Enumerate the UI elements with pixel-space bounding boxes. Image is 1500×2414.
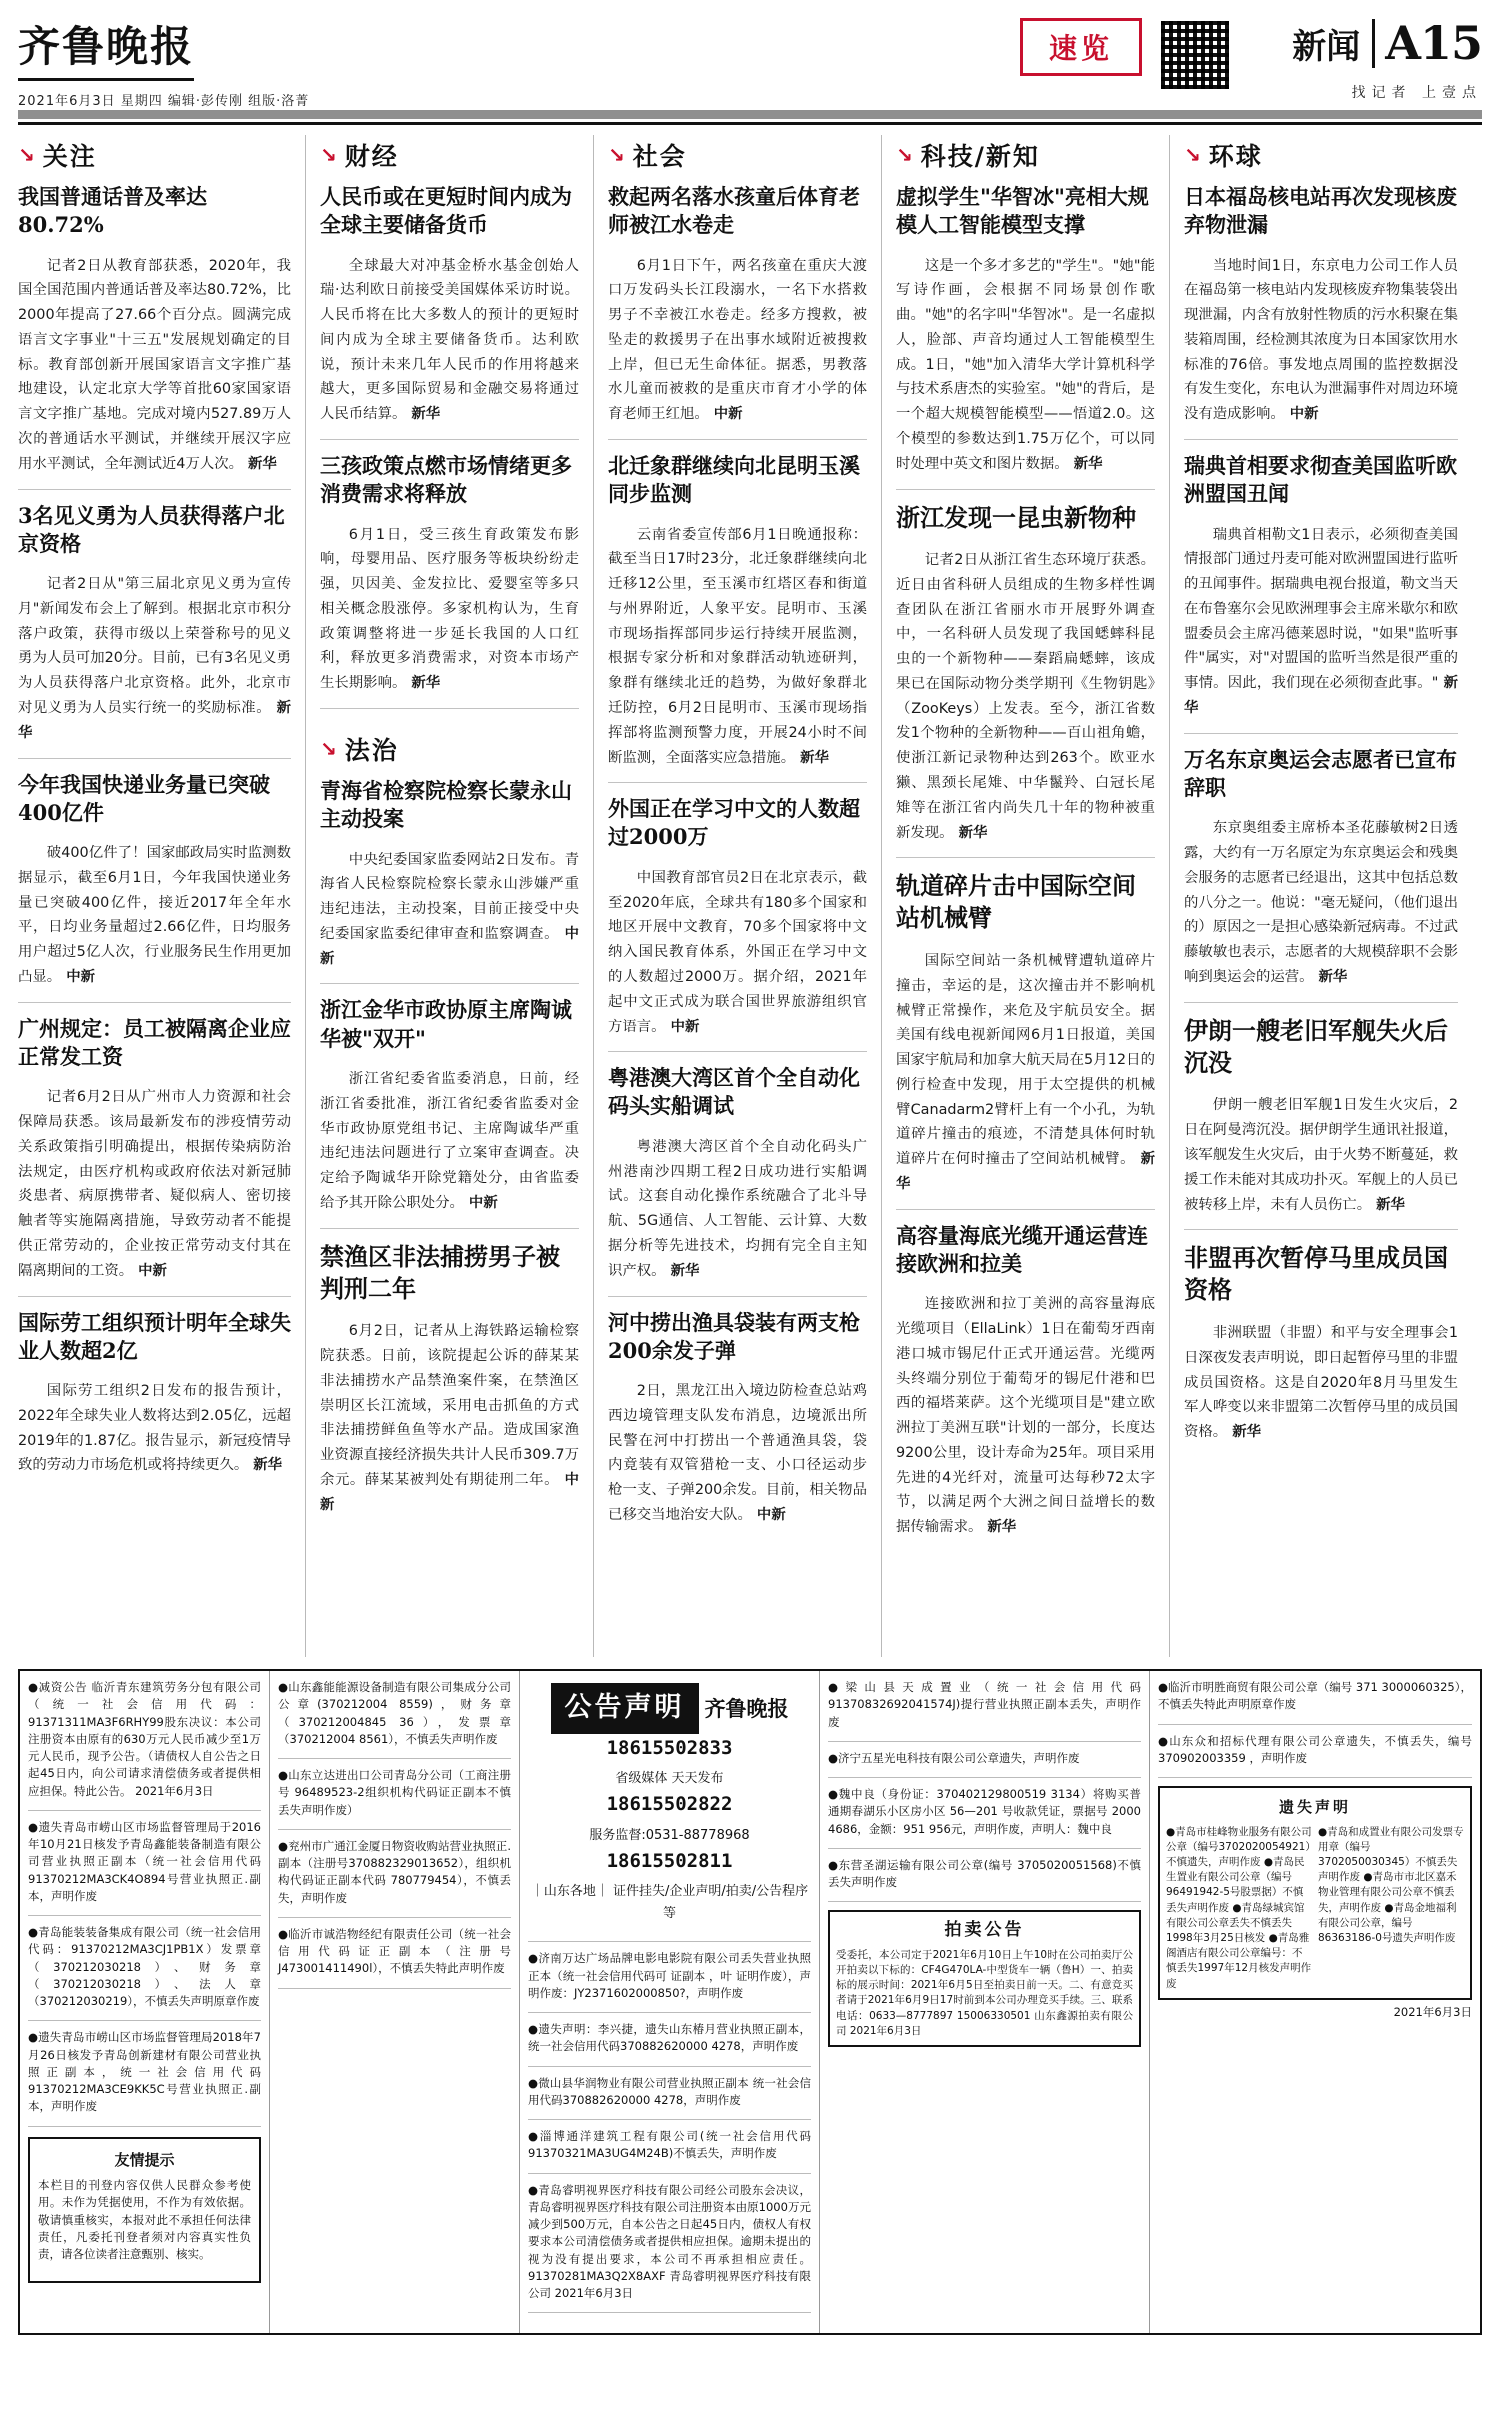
article-source: 新华 [1184, 675, 1458, 716]
article-column-1 [18, 135, 306, 1657]
article-divider [896, 857, 1155, 858]
article-column-3 [594, 135, 882, 1657]
masthead-right [1232, 14, 1482, 102]
section-header [1184, 137, 1458, 173]
article[interactable] [896, 183, 1155, 477]
article-divider [18, 1296, 291, 1297]
article-headline[interactable]: 我国普通话普及率达80.72% [18, 184, 207, 238]
article-divider [1184, 1229, 1458, 1230]
announcement-line1: 省级媒体 天天发布 [615, 1771, 724, 1786]
article-source: 中新 [751, 1507, 786, 1523]
article[interactable] [1184, 746, 1458, 990]
article[interactable] [896, 502, 1155, 846]
lost-notice-box [1158, 1786, 1472, 2000]
classified-ad-item: ●临沂市诚浩物经纪有限责任公司（统一社会信用代码证正副本（注册号J473001411490l），不慎丢失特此声明作废 [278, 1926, 511, 1976]
article-column-5 [1170, 135, 1458, 1657]
article-paragraph: 这是一个多才多艺的"学生"。"她"能写诗作画，会根据不同场景创作歌曲。"她"的名字叫"华智冰"。是一名虚拟人，脸部、声音均通过人工智能模型生成。1日，"她"加入清华大学计算机科学与技术系唐杰的实验室。"她"的背后，是一个超大规模智能模型——悟道2.0。这个模型的参数达到1.75万亿个，可以同时处理中英文和图片数据。 新华 [896, 257, 1155, 472]
article-headline[interactable]: 禁渔区非法捕捞男子被判刑二年 [320, 1241, 560, 1303]
friendly-tips-title: 友情提示 [114, 2150, 175, 2169]
article-divider [320, 439, 579, 440]
announcement-phone-1[interactable]: 18615502833 [606, 1736, 733, 1759]
article-source: 中新 [320, 1472, 579, 1513]
ads-column-4 [820, 1671, 1150, 2333]
article-source: 新华 [18, 700, 291, 741]
ads-date: 2021年6月3日 [1393, 2004, 1472, 2019]
article-paragraph: 中央纪委国家监委网站2日发布。青海省人民检察院检察长蒙永山涉嫌严重违纪违法，主动投案，目前正接受中央纪委国家监委纪律审查和监察调查。 中新 [320, 851, 579, 967]
classified-ad-item: ●青岛能装装备集成有限公司（统一社会信用代码：91370212MA3CJ1PB1X）发票章（370212030218）、财务章（370212030218）、法人章（370212030219），不慎丢失声明原章作废 [28, 1925, 261, 2008]
article[interactable] [1184, 1242, 1458, 1445]
ad-separator [278, 1758, 511, 1759]
article-headline[interactable]: 河中捞出渔具袋装有两支枪200余发子弹 [608, 1309, 860, 1363]
article-headline[interactable]: 浙江发现一昆虫新物种 [896, 502, 1136, 532]
article-paragraph: 全球最大对冲基金桥水基金创始人瑞·达利欧日前接受美国媒体采访时说。人民币将在比大多数人的预计的更短时间内成为全球主要储备货币。达利欧说，预计未来几年人民币的作用将越来越大，更多国际贸易和金融交易将通过人民币结算。 新华 [320, 257, 579, 423]
article-paragraph: 记者2日从"第三届北京见义勇为宣传月"新闻发布会上了解到。根据北京市积分落户政策，获得市级以上荣誉称号的见义勇为人员可加20分。目前，已有3名见义勇为人员获得落户北京资格。此外，北京市对见义勇为人员实行统一的奖励标准。 新华 [18, 576, 291, 741]
auction-notice-body: 受委托，本公司定于2021年6月10日上午10时在公司拍卖厅公开拍卖以下标的：CF4G470LA-中型货车一辆（鲁H）一、拍卖标的展示时间：2021年6月5日至拍卖日前一天。二、有意竞买者请于2021年6月9日17时前到本公司办理竞买手续。三、联系电话：0633—8777897 15006330501 山东鑫源拍卖有限公司 2021年6月3日 [836, 1948, 1133, 2037]
article-divider [18, 758, 291, 759]
ad-separator [1158, 1777, 1472, 1778]
article-divider [608, 1051, 867, 1052]
article-source: 新华 [665, 1262, 700, 1279]
article-source: 中新 [320, 925, 579, 967]
article[interactable] [18, 502, 291, 746]
section-name: 新闻 [1292, 19, 1375, 68]
article[interactable] [896, 870, 1155, 1196]
ad-separator [278, 1988, 511, 1989]
article-source: 新华 [406, 675, 441, 692]
section-marker-icon: ↘ [320, 737, 337, 761]
quickview-badge[interactable]: 速览 [1020, 18, 1142, 76]
article-source: 新华 [1371, 1196, 1405, 1213]
article-paragraph: 连接欧洲和拉丁美洲的高容量海底光缆项目（EllaLink）1日在葡萄牙西南港口城市锡尼什正式开通运营。光缆两头终端分别位于葡萄牙的锡尼什港和巴西的福塔莱萨。这个光缆项目是"建立欧洲拉丁美洲互联"计划的一部分，长度达9200公里，设计寿命为25年。项目采用先进的4光纤对，流量可达每秒72太字节，以满足两个大洲之间日益增长的数据传输需求。 新华 [896, 1296, 1155, 1536]
article-headline[interactable]: 广州规定：员工被隔离企业应正常发工资 [18, 1015, 291, 1069]
section-marker-icon: ↘ [320, 143, 337, 167]
article[interactable] [18, 1309, 291, 1479]
article-source: 新华 [406, 406, 441, 423]
article-headline[interactable]: 人民币或在更短时间内成为全球主要储备货币 [320, 184, 572, 238]
article-headline[interactable]: 万名东京奥运会志愿者已宣布辞职 [1184, 746, 1457, 800]
ad-separator [828, 1741, 1141, 1742]
classified-ad-item: ●青岛睿明视界医疗科技有限公司经公司股东会决议，青岛睿明视界医疗科技有限公司注册资本由原1000万元减少到500万元，自本公告之日起45日内，债权人有权要求本公司清偿债务或者提供相应担保。逾期未提出的视为没有提出要求，本公司不再承担相应责任。91370281MA3Q2X8AXF 青岛睿明视界医疗科技有限公司 2021年6月3日 [528, 2182, 811, 2301]
ad-separator [1158, 1724, 1472, 1725]
article[interactable] [608, 452, 867, 770]
article[interactable] [608, 183, 867, 427]
announcement-line3: ｜山东各地｜ 证件挂失/企业声明/拍卖/公告程序等 [530, 1884, 809, 1922]
article[interactable] [608, 1309, 867, 1528]
article-headline[interactable]: 轨道碎片击中国际空间站机械臂 [896, 871, 1136, 933]
article-source: 新华 [243, 455, 277, 472]
article-divider [320, 708, 579, 709]
article-divider [18, 489, 291, 490]
article-headline[interactable]: 粤港澳大湾区首个全自动化码头实船调试 [608, 1065, 860, 1119]
classified-ad-item: ●临沂市明胜商贸有限公司公章（编号 371 3000060325），不慎丢失特此声明原章作废 [1158, 1680, 1472, 1712]
classified-ad-item: ●遗失声明：李兴捷，遗失山东椿月营业执照正副本，统一社会信用代码370882620000 4278，声明作废 [528, 2022, 811, 2054]
page-number: A15 [1385, 16, 1482, 70]
ad-separator [278, 1917, 511, 1918]
article-source: 中新 [665, 1018, 700, 1035]
ads-column-1 [20, 1671, 270, 2333]
ad-separator [278, 1829, 511, 1830]
article[interactable] [896, 1222, 1155, 1540]
article-headline[interactable]: 虚拟学生"华智冰"亮相大规模人工智能模型支撑 [896, 184, 1149, 238]
announcement-phone-2[interactable]: 18615502822 [606, 1793, 733, 1816]
article-paragraph: 记者2日从浙江省生态环境厅获悉。近日由省科研人员组成的生物多样性调查团队在浙江省丽水市开展野外调查中，一名科研人员发现了我国蟋蟀科昆虫的一个新物种——秦蹈扁蟋蟀，该成果已在国际动物分类学期刊《生物钥匙》（ZooKeys）上发表。至今，浙江省数发1个物种的全新物种——百山祖角蟾，使浙江新记录物种达到263个。欧亚水獭、黑颈长尾雉、中华鬣羚、白冠长尾雉等在浙江省内尚失几十年的物种被重新发现。 新华 [896, 552, 1155, 841]
article[interactable] [1184, 1015, 1458, 1218]
section-marker-icon: ↘ [18, 143, 35, 167]
article[interactable] [320, 1241, 579, 1518]
article-source: 新华 [248, 1457, 283, 1474]
article-headline[interactable]: 北迁象群继续向北昆明玉溪同步监测 [608, 453, 860, 507]
article-headline[interactable]: 日本福岛核电站再次发现核废弃物泄漏 [1184, 184, 1457, 238]
section-header [320, 731, 579, 767]
section-label: 环球 [1208, 142, 1263, 171]
article-headline[interactable]: 高容量海底光缆开通运营连接欧洲和拉美 [896, 1222, 1148, 1276]
masthead [18, 0, 1482, 109]
ads-column-5 [1150, 1671, 1480, 2333]
classified-ad-item: ●梁山县天成置业（统一社会信用代码91370832692041574J)提行营业执照正副本丢失，声明作废 [828, 1680, 1141, 1729]
article-paragraph: 记者6月2日从广州市人力资源和社会保障局获悉。该局最新发布的涉疫情劳动关系政策指引明确提出，根据传染病防治法规定，由医疗机构或政府依法对新冠肺炎患者、病原携带者、疑似病人、密切接触者等实施隔离措施，导致劳动者不能提供正常劳动的，企业按正常劳动支付其在隔离期间的工资。 中新 [18, 1089, 291, 1279]
announcement-phone-3[interactable]: 18615502811 [606, 1849, 733, 1872]
ads-divider [528, 1941, 811, 1942]
classified-ad-item: ●济宁五星光电科技有限公司公章遗失，声明作废 [828, 1750, 1080, 1765]
article-headline[interactable]: 3名见义勇为人员获得落户北京资格 [18, 502, 285, 556]
article-paragraph: 2日，黑龙江出入境边防检查总站鸡西边境管理支队发布消息，边境派出所民警在河中打捞出一个普通渔具袋，袋内竟装有双管猎枪一支、小口径运动步枪一支、子弹200余发。目前，相关物品已移交当地治安大队。 中新 [608, 1383, 867, 1523]
section-header [320, 137, 579, 173]
friendly-tips-box [28, 2137, 261, 2284]
classified-ad-item: ●魏中良（身份证：370402129800519 3134）将购买普通期春湖乐小区房小区 56—201 号收款凭证，票据号 2000 4686，金额：951 956元，声明作废，声明人：魏中良 [828, 1787, 1141, 1836]
article-paragraph: 国际劳工组织2日发布的报告预计，2022年全球失业人数将达到2.05亿，远超2019年的1.87亿。报告显示，新冠疫情导致的劳动力市场危机或将持续更久。 新华 [18, 1383, 291, 1474]
section-marker-icon: ↘ [896, 143, 913, 167]
article[interactable] [320, 183, 579, 427]
section-header [608, 137, 867, 173]
ad-separator [528, 2312, 811, 2313]
masthead-rule-thick [18, 110, 1482, 119]
friendly-tips-text: 本栏目的刊登内容仅供人民群众参考使用。未作为凭据使用，不作为有效依据。敬请慎重核实，本报对此不承担任何法律责任，凡委托刊登者须对内容真实性负责，请各位读者注意甄别、核实。 [38, 2178, 251, 2261]
classified-ad-item: ●遗失青岛市崂山区市场监督管理局2018年7月26日核发予青岛创新建材有限公司营业执照正副本，统一社会信用代码91370212MA3CE9KK5C号营业执照正.副本，声明作废 [28, 2030, 261, 2114]
classified-ad-item: ●东营圣湖运输有限公司公章(编号 3705020051568)不慎丢失声明作废 [828, 1857, 1141, 1889]
article-source: 新华 [1068, 455, 1103, 472]
masthead-center [348, 14, 1232, 92]
article-divider [608, 439, 867, 440]
newspaper-logo: 齐鲁晚报 [18, 14, 194, 81]
section-header [896, 137, 1155, 173]
qr-code-icon[interactable] [1158, 18, 1232, 92]
section-marker-icon: ↘ [1184, 143, 1201, 167]
masthead-rule-thin [18, 122, 1482, 125]
lost-notice-right: ●青岛和成置业有限公司发票专用章（编号 3702050030345）不慎丢失声明作废 ●青岛市市北区嘉禾物业管理有限公司公章不慎丢失，声明作废 ●青岛金地福利有限公司公章，编号86363186-0号遗失声明作废 [1318, 1825, 1464, 1945]
ad-separator [528, 2012, 811, 2013]
section-label: 社会 [632, 142, 687, 171]
article[interactable] [320, 996, 579, 1215]
article[interactable] [608, 1064, 867, 1283]
section-label: 财经 [344, 142, 399, 171]
classified-ads [18, 1669, 1482, 2335]
article-source: 中新 [1284, 406, 1319, 423]
article-paragraph: 东京奥组委主席桥本圣花藤敏树2日透露，大约有一万名原定为东京奥运会和残奥会服务的志愿者已经退出，这其中包括总数的八分之一。他说："毫无疑问，（他们退出的）原因之一是担心感染新冠病毒。不过武藤敏敏也表示，志愿者的大规模辞职不会影响到奥运会的运营。 新华 [1184, 820, 1458, 985]
classified-ad-item: ●山东鑫能能源设备制造有限公司集成分公司公章(370212004 8559)，财务章（370212004845 36），发票章（370212004 8561），不慎丢失声明作废 [278, 1680, 511, 1746]
article-paragraph: 6月2日，记者从上海铁路运输检察院获悉。日前，该院提起公诉的薛某某非法捕捞水产品禁渔案件案，在禁渔区崇明区长江流域，采用电击抓鱼的方式非法捕捞鲜鱼鱼等水产品。造成国家渔业资源直接经济损失共计人民币309.7万余元。薛某某被判处有期徒刑二年。 中新 [320, 1323, 579, 1513]
ad-separator [28, 2126, 261, 2127]
classified-ad-item: ●山东立达进出口公司青岛分公司（工商注册号 96489523-2组织机构代码证正副本不慎丢失声明作废） [278, 1768, 511, 1817]
lost-notice-left: ●青岛市桂峰物业服务有限公司公章（编号3702020054921）不慎遗失，声明作废 ●青岛民生置业有限公司公章（编号 96491942-5号股票据）不慎丢失声明作废 ●青岛绿城宾馆有限公司公章丢失不慎丢失 1998年3月25日核发 ●青岛雅阁酒店有限公司公章编号：不慎丢失1997年12月核发声明作废 [1166, 1825, 1312, 1990]
article[interactable] [1184, 452, 1458, 721]
article-paragraph: 浙江省纪委省监委消息，日前，经浙江省委批准，浙江省纪委省监委对金华市政协原党组书记、主席陶诚华严重违纪违法问题进行了立案审查调查。决定给予陶诚华开除党籍处分，由省监委给予其开除公职处分。 中新 [320, 1071, 579, 1211]
article[interactable] [18, 771, 291, 990]
article-column-4 [882, 135, 1170, 1657]
classified-ad-item: ●济南万达广场品牌电影电影院有限公司丢失营业执照正本（统一社会信用代码可 证副本 ，叶 证明作废），声明作废：JY2371602000850?，声明作废 [528, 1951, 811, 2000]
article-source: 新华 [795, 749, 829, 766]
article-source: 新华 [896, 1151, 1155, 1192]
ads-column-3 [520, 1671, 820, 2333]
article-divider [320, 983, 579, 984]
article-headline[interactable]: 国际劳工组织预计明年全球失业人数超2亿 [18, 1309, 291, 1363]
ad-separator [528, 2119, 811, 2120]
article-headline[interactable]: 外国正在学习中文的人数超过2000万 [608, 796, 860, 850]
article-divider [896, 489, 1155, 490]
article-headline[interactable]: 非盟再次暂停马里成员国资格 [1184, 1243, 1448, 1305]
article-paragraph: 破400亿件了！国家邮政局实时监测数据显示，截至6月1日，今年我国快递业务量已突破400亿件，接近2017年全年水平，日均业务量超过2.66亿件，日均服务用户超过5亿人次，行业服务民生作用更加凸显。 中新 [18, 845, 291, 985]
ad-separator [828, 1848, 1141, 1849]
article-columns [18, 135, 1482, 1657]
ad-separator [528, 2066, 811, 2067]
article-source: 新华 [953, 824, 988, 841]
auction-notice-title: 拍卖公告 [944, 1920, 1025, 1941]
article[interactable] [320, 777, 579, 971]
article-headline[interactable]: 浙江金华市政协原主席陶诚华被"双开" [320, 997, 572, 1051]
ad-separator [828, 1777, 1141, 1778]
article-divider [1184, 439, 1458, 440]
section-marker-icon: ↘ [608, 143, 625, 167]
article-paragraph: 中国教育部官员2日在北京表示，截至2020年底，全球共有180多个国家和地区开展中文教育，70多个国家将中文纳入国民教育体系，外国正在学习中文的人数超过2000万。据介绍，2021年起中文正式成为联合国世界旅游组织官方语言。 中新 [608, 869, 867, 1035]
article-paragraph: 云南省委宣传部6月1日晚通报称：截至当日17时23分，北迁象群继续向北迁移12公里，至玉溪市红塔区春和街道与州界附近，人象平安。昆明市、玉溪市现场指挥部同步运行持续开展监测，根据专家分析和对象群活动轨迹研判，象群有继续北迁的趋势，为做好象群北迁防控，6月2日昆明市、玉溪市现场指挥部将监测预警力度，开展24小时不间断监测，全面落实应急措施。 新华 [608, 526, 867, 766]
section-label: 法治 [344, 736, 399, 765]
classified-ad-item: ●兖州市广通江金厦日物资收购站营业执照正.副本（注册号370882329013652），组织机构代码证正副本代码 780779454），不慎丢失，声明作废 [278, 1838, 511, 1905]
article-headline[interactable]: 今年我国快递业务量已突破400亿件 [18, 771, 270, 825]
masthead-left [18, 14, 348, 109]
classified-ad-item: ●减资公告 临沂青东建筑劳务分包有限公司（统一社会信用代码：91371311MA3F6RHY99股东决议：本公司注册资本由原有的630万元人民币减少至1万元人民币，现予公告。（请债权人自公告之日起45日内，向公司请求清偿债务或者提供相应担保。特此公告。 2021年6月3日 [28, 1680, 261, 1798]
ad-separator [28, 2020, 261, 2021]
article-divider [18, 1002, 291, 1003]
ads-column-2 [270, 1671, 520, 2333]
article-paragraph: 瑞典首相勒文1日表示，必须彻查美国情报部门通过丹麦可能对欧洲盟国进行监听的丑闻事件。据瑞典电视台报道，勒文当天在布鲁塞尔会见欧洲理事会主席米歇尔和欧盟委员会主席冯德莱恩时说，"如果"监听事件"属实，对"对盟国的监听当然是很严重的事情。因此，我们现在必须彻查此事。" 新华 [1184, 526, 1458, 716]
article-paragraph: 6月1日下午，两名孩童在重庆大渡口万发码头长江段溺水，一名下水搭救男子不幸被江水卷走。经多方搜救，被坠走的救援男子在出事水域附近被搜救上岸，但已无生命体征。据悉，男教落水儿童而被救的是重庆市育才小学的体育老师王红旭。 中新 [608, 257, 867, 423]
classified-ad-item: ●遗失青岛市崂山区市场监督管理局于2016年10月21日核发予青岛鑫能装备制造有限公司营业执照正副本（统一社会信用代码91370212MA3CK4O894号营业执照正.副本，声明作废 [28, 1819, 261, 1903]
article-source: 中新 [133, 1262, 167, 1279]
article-divider [896, 1209, 1155, 1210]
section-header [18, 137, 291, 173]
article-divider [608, 782, 867, 783]
announcement-title: 公告声明 [551, 1683, 699, 1734]
article-headline[interactable]: 伊朗一艘老旧军舰失火后沉没 [1184, 1015, 1448, 1077]
article[interactable] [608, 795, 867, 1039]
announcement-line2: 服务监督:0531-88778968 [589, 1827, 750, 1843]
article-headline[interactable]: 救起两名落水孩童后体育老师被江水卷走 [608, 184, 860, 238]
article[interactable] [18, 183, 291, 477]
section-label: 关注 [42, 142, 97, 171]
article[interactable] [18, 1015, 291, 1284]
article-paragraph: 粤港澳大湾区首个全自动化码头广州港南沙四期工程2日成功进行实船调试。这套自动化操作系统融合了北斗导航、5G通信、人工智能、云计算、大数据分析等先进技术，均拥有完全自主知识产权。 新华 [608, 1138, 867, 1279]
article-source: 中新 [61, 969, 95, 985]
article-paragraph: 国际空间站一条机械臂遭轨道碎片撞击，幸运的是，这次撞击并不影响机械臂正常操作，来危及宇航员安全。据美国有线电视新闻网6月1日报道，美国国家宇航局和加拿大航天局在5月12日的例行检查中发现，用于太空提供的机械臂Canadarm2臂杆上有一个小孔，为轨道碎片撞击的痕迹，不清楚具体何时轨道碎片在何时撞击了空间站机械臂。 新华 [896, 952, 1155, 1192]
article-divider [320, 1228, 579, 1229]
article-divider [608, 1296, 867, 1297]
article[interactable] [320, 452, 579, 696]
article-source: 新华 [1313, 969, 1348, 985]
article-source: 中新 [708, 406, 743, 423]
article-headline[interactable]: 三孩政策点燃市场情绪更多消费需求将释放 [320, 453, 572, 507]
classified-ad-item: ●山东众和招标代理有限公司公章遗失，不慎丢失，编号 370902003359 ，声明作废 [1158, 1733, 1472, 1765]
article-paragraph: 非洲联盟（非盟）和平与安全理事会1日深夜发表声明说，即日起暂停马里的非盟成员国资格。这是自2020年8月马里发生军人哗变以来非盟第二次暂停马里的成员国资格。 新华 [1184, 1325, 1458, 1441]
announcement-banner [528, 1679, 811, 1933]
article-column-2 [306, 135, 594, 1657]
article-paragraph: 伊朗一艘老旧军舰1日发生火灾后，2日在阿曼湾沉没。据伊朗学生通讯社报道，该军舰发生火灾后，由于火势不断蔓延，救援工作未能对其成功扑灭。军舰上的人员已被转移上岸，未有人员伤亡。 新华 [1184, 1097, 1458, 1213]
ad-separator [828, 1901, 1141, 1902]
article-headline[interactable]: 瑞典首相要求彻查美国监听欧洲盟国丑闻 [1184, 453, 1457, 507]
ad-separator [28, 1915, 261, 1916]
classified-ad-item: ●微山县华润物业有限公司营业执照正副本 统一社会信用代码370882620000 4278，声明作废 [528, 2075, 811, 2107]
article-source: 新华 [1227, 1424, 1261, 1441]
masthead-meta: 2021年6月3日 星期四 编辑·彭传刚 组版·洛菁 [18, 94, 310, 109]
auction-notice-box [828, 1910, 1141, 2047]
article[interactable] [1184, 183, 1458, 427]
article-paragraph: 6月1日，受三孩生育政策发布影响，母婴用品、医疗服务等板块纷纷走强，贝因美、金发拉比、爱婴室等多只相关概念股涨停。多家机构认为，生育政策调整将进一步延长我国的人口红利，释放更多消费需求，对资本市场产生长期影响。 新华 [320, 526, 579, 692]
announcement-brand: 齐鲁晚报 [704, 1695, 789, 1721]
article-paragraph: 当地时间1日，东京电力公司工作人员在福岛第一核电站内发现核废弃物集装袋出现泄漏，内含有放射性物质的污水积聚在集装箱周围，经检测其浓度为日本国家饮用水标准的76倍。事发地点周围的监控数据没有发生变化，东电认为泄漏事件对周边环境没有造成影响。 中新 [1184, 257, 1458, 423]
article-divider [1184, 733, 1458, 734]
article-headline[interactable]: 青海省检察院检察长蒙永山主动投案 [320, 778, 572, 832]
article-source: 新华 [982, 1519, 1017, 1536]
classified-ad-item: ●淄博通洋建筑工程有限公司(统一社会信用代码91370321MA3UG4M24B)不慎丢失，声明作废 [528, 2129, 811, 2161]
ad-separator [528, 2173, 811, 2174]
article-source: 中新 [463, 1194, 498, 1211]
article-divider [1184, 1002, 1458, 1003]
article-paragraph: 记者2日从教育部获悉，2020年，我国全国范围内普通话普及率达80.72%，比2000年提高了27.66个百分点。圆满完成语言文字事业"十三五"发展规划确定的目标。教育部创新开展国家语言文字推广基地建设，认定北京大学等首批60家国家语言文字推广基地。完成对境内527.89万人次的普通话水平测试，并继续开展汉字应用水平测试，全年测试近4万人次。 新华 [18, 257, 291, 472]
masthead-tagline: 找记者 上壹点 [1351, 85, 1482, 101]
ad-separator [28, 1810, 261, 1811]
lost-notice-title: 遗失声明 [1278, 1798, 1351, 1816]
section-label: 科技/新知 [920, 142, 1040, 171]
